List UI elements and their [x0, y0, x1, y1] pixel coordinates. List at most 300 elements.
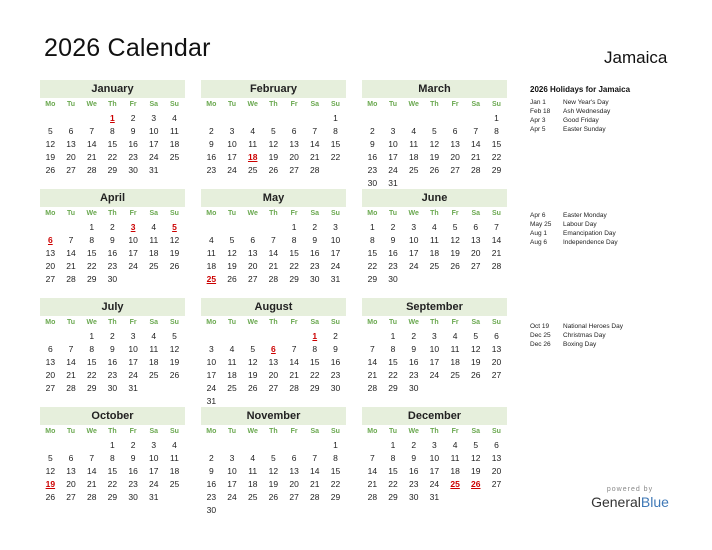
weekday-label: Th	[269, 428, 278, 435]
weekday-label: Su	[491, 428, 501, 435]
day-cell: 1	[333, 113, 338, 123]
day-cell	[403, 112, 424, 125]
weekday-label: Tu	[389, 101, 398, 108]
day-cell: 26	[227, 274, 237, 284]
weekday-label: Tu	[228, 319, 237, 326]
day-cell: 22	[289, 261, 299, 271]
weekday-label: Tu	[228, 210, 237, 217]
day-cell: 7	[68, 344, 74, 354]
weekday-label: Su	[169, 210, 179, 217]
day-cell: 12	[247, 357, 258, 367]
day-cell	[362, 330, 383, 343]
weekday-label: Su	[330, 101, 340, 108]
holiday-date: Jan 1	[530, 99, 546, 106]
day-cell: 5	[229, 235, 235, 245]
day-cell	[40, 330, 61, 343]
day-cell: 29	[491, 165, 502, 175]
day-cell: 10	[227, 466, 237, 476]
day-cell: 26	[268, 165, 279, 175]
day-cell: 15	[86, 357, 97, 367]
day-cell: 27	[289, 492, 299, 502]
week-row	[362, 369, 507, 382]
day-cell: 12	[471, 453, 481, 463]
month-october	[40, 407, 185, 504]
day-cell: 14	[310, 139, 320, 149]
day-cell: 9	[411, 453, 417, 463]
holiday-day-cell: 25	[450, 479, 460, 489]
day-cell: 4	[151, 331, 157, 341]
weekday-label: Sa	[310, 428, 320, 435]
day-cell: 30	[408, 492, 419, 502]
weekday-label: Su	[491, 101, 501, 108]
day-cell: 12	[169, 235, 180, 245]
day-cell: 21	[86, 479, 97, 489]
weekday-label: Sa	[310, 210, 320, 217]
day-cell: 5	[473, 440, 479, 450]
week-row	[40, 356, 185, 369]
day-cell	[164, 382, 185, 395]
weekday-row	[40, 207, 185, 221]
holiday-item	[530, 211, 700, 220]
day-cell: 2	[208, 453, 214, 463]
day-cell: 21	[66, 370, 76, 380]
day-cell: 2	[312, 222, 318, 232]
day-cell: 2	[130, 440, 136, 450]
day-cell: 20	[491, 357, 502, 367]
day-cell: 31	[149, 492, 159, 502]
weekday-label: Fr	[290, 210, 298, 217]
day-cell: 19	[227, 261, 237, 271]
holiday-date: Aug 6	[530, 239, 547, 246]
day-cell: 25	[169, 152, 180, 162]
day-cell: 18	[247, 479, 258, 489]
day-cell: 19	[450, 248, 460, 258]
day-cell: 4	[151, 222, 157, 232]
holiday-day-cell: 6	[47, 235, 53, 245]
day-cell: 24	[149, 479, 159, 489]
day-cell	[222, 504, 243, 517]
day-cell: 28	[268, 274, 279, 284]
day-cell: 17	[206, 370, 217, 380]
day-cell: 10	[128, 344, 138, 354]
day-cell	[143, 382, 164, 395]
day-cell: 17	[149, 139, 159, 149]
day-cell: 16	[330, 357, 341, 367]
day-cell: 16	[107, 357, 118, 367]
day-cell: 8	[390, 453, 396, 463]
weekday-row	[40, 425, 185, 439]
day-cell: 13	[491, 344, 502, 354]
day-cell: 12	[268, 139, 279, 149]
day-cell: 3	[411, 222, 417, 232]
month-april	[40, 189, 185, 286]
holiday-date: Feb 18	[530, 108, 551, 115]
day-cell: 6	[47, 344, 53, 354]
day-cell: 13	[247, 248, 258, 258]
week-row	[40, 247, 185, 260]
day-cell: 24	[408, 261, 419, 271]
week-row	[40, 260, 185, 273]
day-cell: 20	[45, 370, 56, 380]
day-cell: 15	[107, 466, 118, 476]
day-cell: 28	[86, 165, 97, 175]
day-cell: 30	[107, 383, 118, 393]
day-cell: 25	[227, 383, 237, 393]
brand-name-general: General	[591, 494, 641, 510]
day-cell: 14	[367, 357, 378, 367]
day-cell	[61, 439, 82, 452]
day-cell: 10	[149, 453, 159, 463]
weekday-label: Tu	[67, 210, 76, 217]
week-row	[201, 452, 346, 465]
day-cell: 8	[494, 126, 499, 136]
day-cell: 11	[206, 248, 216, 258]
month-june	[362, 189, 507, 286]
day-cell: 30	[388, 274, 398, 284]
weekday-label: Fr	[129, 210, 137, 217]
day-cell: 15	[367, 248, 378, 258]
day-cell: 29	[86, 274, 97, 284]
holiday-date: Apr 3	[530, 117, 546, 124]
day-cell: 1	[494, 113, 499, 123]
weekday-label: Tu	[389, 210, 398, 217]
holiday-date: Oct 19	[530, 323, 550, 330]
weekday-label: Sa	[149, 101, 159, 108]
day-cell: 1	[89, 331, 95, 341]
weekday-label: We	[247, 319, 258, 326]
day-cell: 8	[333, 453, 338, 463]
day-cell: 8	[333, 126, 338, 136]
month-november	[201, 407, 346, 517]
day-cell	[304, 504, 325, 517]
day-cell: 30	[206, 505, 217, 515]
day-cell: 6	[494, 331, 499, 341]
holidays-title: 2026 Holidays for Jamaica	[530, 85, 631, 94]
country-name: Jamaica	[604, 48, 668, 67]
brand-name-blue: Blue	[640, 494, 669, 510]
holiday-day-cell: 6	[271, 344, 276, 354]
day-cell: 6	[494, 440, 499, 450]
weekday-label: Tu	[67, 319, 76, 326]
holiday-item	[530, 331, 700, 340]
day-cell: 25	[408, 165, 419, 175]
day-cell: 30	[367, 178, 378, 188]
day-cell: 19	[169, 248, 180, 258]
day-cell: 13	[289, 139, 299, 149]
weekday-label: We	[86, 428, 97, 435]
day-cell: 22	[86, 261, 97, 271]
day-cell: 2	[369, 126, 375, 136]
holiday-name: Good Friday	[563, 117, 599, 124]
day-cell: 11	[170, 126, 179, 136]
day-cell	[424, 273, 445, 286]
day-cell: 22	[107, 152, 118, 162]
weekday-label: Fr	[451, 428, 459, 435]
week-row	[40, 164, 185, 177]
day-cell: 5	[432, 126, 437, 136]
weekday-row	[201, 98, 346, 112]
day-cell: 30	[408, 383, 419, 393]
weekday-label: Tu	[228, 428, 237, 435]
weekday-label: Sa	[149, 319, 159, 326]
weekday-label: Th	[108, 428, 117, 435]
day-cell: 29	[388, 383, 398, 393]
week-row	[40, 221, 185, 234]
week-row	[201, 478, 346, 491]
day-cell: 28	[367, 383, 378, 393]
day-cell: 22	[330, 152, 341, 162]
holiday-item	[530, 340, 700, 349]
weekday-label: Su	[169, 428, 179, 435]
day-cell: 1	[390, 440, 396, 450]
day-cell: 10	[330, 235, 341, 245]
day-cell: 17	[227, 152, 237, 162]
week-row	[201, 369, 346, 382]
week-row	[40, 151, 185, 164]
week-row	[362, 273, 507, 286]
month-header: July	[40, 298, 185, 316]
day-cell: 20	[45, 261, 56, 271]
day-cell: 17	[149, 466, 159, 476]
day-cell: 26	[169, 261, 180, 271]
day-cell	[486, 382, 507, 395]
day-cell: 7	[473, 126, 479, 136]
holiday-item	[530, 220, 700, 229]
day-cell: 2	[130, 113, 136, 123]
brand-name	[587, 494, 673, 510]
weekday-label: Mo	[367, 101, 378, 108]
day-cell: 13	[268, 357, 279, 367]
week-row	[362, 478, 507, 491]
day-cell: 11	[450, 344, 460, 354]
week-row	[201, 382, 346, 395]
day-cell	[445, 112, 466, 125]
day-cell: 15	[388, 466, 398, 476]
weekday-label: Fr	[290, 428, 298, 435]
week-row	[40, 369, 185, 382]
day-cell: 22	[367, 261, 378, 271]
day-cell: 8	[110, 126, 115, 136]
week-row	[201, 221, 346, 234]
day-cell	[40, 439, 61, 452]
day-cell: 7	[271, 235, 276, 245]
weekday-row	[201, 316, 346, 330]
month-header: November	[201, 407, 346, 425]
holiday-name: Easter Sunday	[563, 126, 606, 133]
day-cell: 16	[388, 248, 398, 258]
day-cell: 23	[408, 370, 419, 380]
day-cell: 4	[250, 126, 256, 136]
day-cell: 21	[471, 152, 481, 162]
month-header: September	[362, 298, 507, 316]
week-row	[40, 439, 185, 452]
day-cell: 26	[429, 165, 440, 175]
weekday-label: Mo	[367, 319, 378, 326]
day-cell: 29	[388, 492, 398, 502]
month-header: February	[201, 80, 346, 98]
day-cell: 15	[491, 139, 502, 149]
day-cell: 20	[450, 152, 460, 162]
weekday-label: Su	[491, 210, 501, 217]
day-cell: 11	[227, 357, 237, 367]
day-cell: 22	[310, 370, 320, 380]
day-cell: 14	[66, 357, 76, 367]
day-cell	[284, 330, 305, 343]
holiday-date: Dec 26	[530, 341, 551, 348]
week-row	[40, 343, 185, 356]
week-row	[201, 112, 346, 125]
holiday-date: May 25	[530, 221, 552, 228]
weekday-label: We	[247, 101, 258, 108]
day-cell: 20	[471, 248, 481, 258]
weekday-label: Fr	[129, 428, 137, 435]
week-row	[201, 504, 346, 517]
day-cell: 7	[369, 344, 375, 354]
day-cell: 7	[312, 126, 318, 136]
day-cell: 12	[471, 344, 481, 354]
day-cell: 17	[227, 479, 237, 489]
weekday-label: Th	[108, 319, 117, 326]
month-header: May	[201, 189, 346, 207]
holiday-item	[530, 229, 700, 238]
day-cell: 5	[250, 344, 256, 354]
week-row	[362, 452, 507, 465]
weekday-label: Mo	[206, 428, 217, 435]
week-row	[362, 343, 507, 356]
day-cell: 8	[291, 235, 297, 245]
holiday-day-cell: 1	[312, 331, 318, 341]
day-cell: 25	[450, 370, 460, 380]
day-cell	[263, 439, 284, 452]
week-row	[362, 247, 507, 260]
week-row	[40, 138, 185, 151]
day-cell: 29	[310, 383, 320, 393]
weekday-row	[362, 425, 507, 439]
holiday-day-cell: 5	[172, 222, 177, 232]
weekday-label: We	[408, 101, 419, 108]
day-cell: 21	[268, 261, 279, 271]
day-cell: 1	[333, 440, 338, 450]
day-cell: 31	[330, 274, 341, 284]
day-cell	[325, 504, 346, 517]
day-cell	[242, 504, 263, 517]
day-cell: 5	[172, 331, 177, 341]
day-cell: 18	[149, 357, 159, 367]
day-cell: 23	[128, 152, 138, 162]
day-cell	[263, 221, 284, 234]
day-cell: 18	[227, 370, 237, 380]
day-cell: 19	[169, 357, 180, 367]
day-cell: 1	[89, 222, 95, 232]
day-cell: 9	[333, 344, 338, 354]
day-cell: 29	[367, 274, 378, 284]
week-row	[40, 478, 185, 491]
day-cell: 8	[110, 453, 115, 463]
weekday-label: Su	[330, 428, 340, 435]
month-header: April	[40, 189, 185, 207]
week-row	[362, 356, 507, 369]
day-cell: 10	[388, 139, 398, 149]
day-cell: 23	[388, 261, 398, 271]
holiday-name: New Year's Day	[563, 99, 609, 106]
day-cell: 11	[248, 466, 258, 476]
day-cell: 18	[450, 357, 460, 367]
day-cell: 26	[45, 165, 56, 175]
day-cell: 22	[330, 479, 341, 489]
day-cell	[61, 221, 82, 234]
day-cell: 14	[86, 139, 97, 149]
day-cell: 17	[128, 357, 138, 367]
day-cell: 4	[432, 222, 437, 232]
day-cell	[284, 439, 305, 452]
holiday-date: Aug 1	[530, 230, 547, 237]
day-cell: 28	[66, 383, 76, 393]
day-cell	[465, 382, 486, 395]
day-cell	[242, 112, 263, 125]
day-cell: 28	[367, 492, 378, 502]
day-cell: 24	[206, 383, 217, 393]
holiday-name: Emancipation Day	[563, 230, 616, 237]
day-cell: 27	[247, 274, 258, 284]
week-row	[201, 491, 346, 504]
holiday-day-cell: 1	[110, 113, 115, 123]
month-february	[201, 80, 346, 177]
day-cell: 13	[45, 357, 56, 367]
day-cell: 12	[169, 344, 180, 354]
day-cell: 16	[367, 152, 378, 162]
day-cell: 2	[208, 126, 214, 136]
day-cell: 4	[172, 440, 177, 450]
day-cell: 20	[66, 479, 76, 489]
holiday-item	[530, 116, 700, 125]
weekday-label: Tu	[389, 319, 398, 326]
day-cell: 4	[411, 126, 417, 136]
weekday-label: Fr	[290, 101, 298, 108]
day-cell: 25	[149, 370, 159, 380]
day-cell	[383, 112, 404, 125]
day-cell: 23	[206, 492, 217, 502]
holiday-date: Apr 5	[530, 126, 546, 133]
day-cell: 17	[429, 466, 440, 476]
day-cell: 27	[491, 479, 502, 489]
day-cell: 22	[86, 370, 97, 380]
day-cell: 25	[429, 261, 440, 271]
day-cell: 16	[408, 357, 419, 367]
day-cell: 1	[369, 222, 375, 232]
week-row	[201, 330, 346, 343]
holiday-day-cell: 3	[130, 222, 136, 232]
day-cell	[486, 491, 507, 504]
weekday-label: Su	[330, 210, 340, 217]
day-cell: 29	[289, 274, 299, 284]
day-cell: 6	[473, 222, 479, 232]
day-cell: 13	[289, 466, 299, 476]
weekday-label: Su	[169, 319, 179, 326]
day-cell: 28	[310, 165, 320, 175]
month-march	[362, 80, 507, 190]
day-cell: 15	[388, 357, 398, 367]
day-cell: 16	[107, 248, 118, 258]
weekday-row	[362, 316, 507, 330]
month-december	[362, 407, 507, 504]
day-cell	[222, 221, 243, 234]
day-cell: 11	[429, 235, 439, 245]
day-cell: 6	[250, 235, 256, 245]
day-cell: 3	[432, 331, 437, 341]
day-cell: 17	[408, 248, 419, 258]
day-cell: 10	[149, 126, 159, 136]
day-cell: 9	[110, 344, 115, 354]
